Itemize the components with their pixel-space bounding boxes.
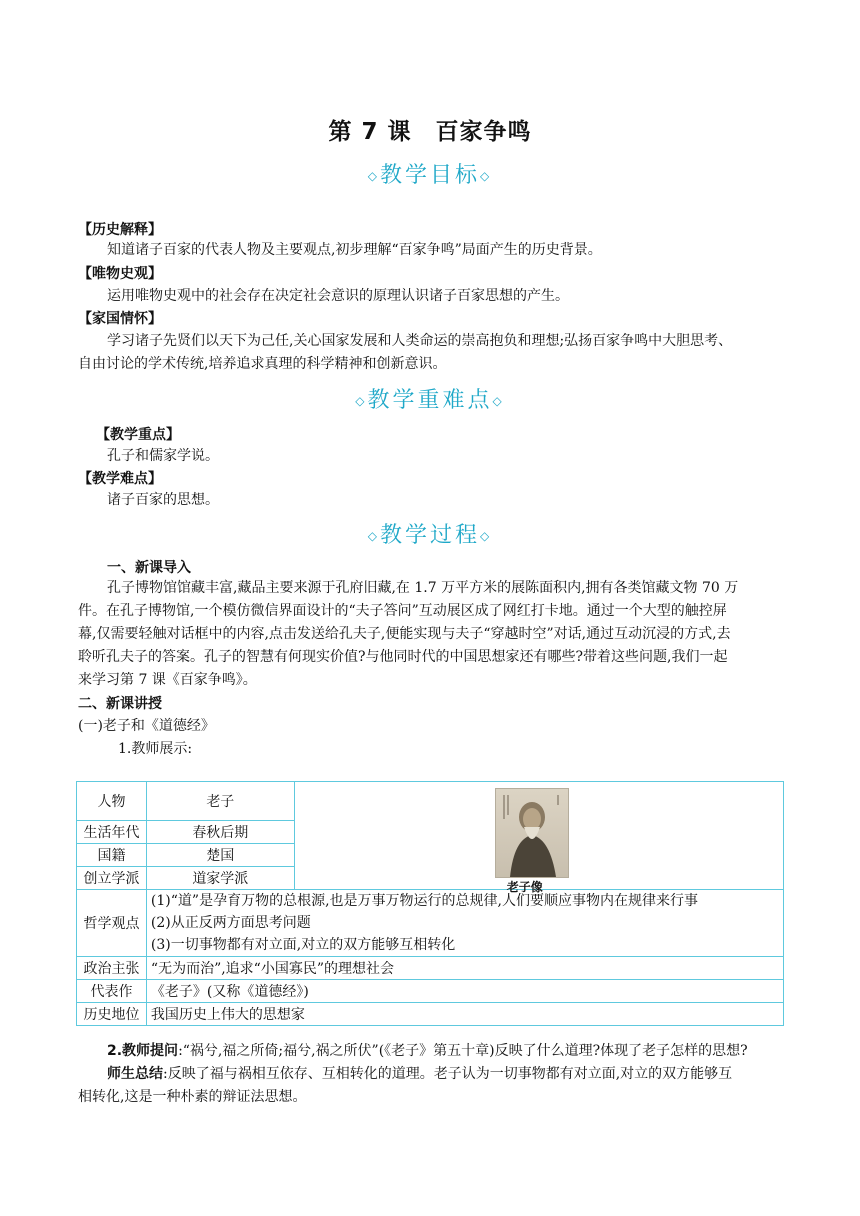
laozi-portrait-icon	[496, 789, 568, 877]
summary-text-1: :反映了福与祸相互依存、互相转化的道理。老子认为一切事物都有对立面,对立的双方能够互	[163, 1066, 733, 1082]
table-key-work: 代表作	[77, 980, 147, 1003]
objective-text-materialism: 运用唯物史观中的社会存在决定社会意识的原理认识诸子百家思想的产生。	[107, 288, 569, 304]
table-value-era: 春秋后期	[146, 821, 294, 844]
table-row	[77, 980, 784, 1003]
section-objectives-label: 教学目标	[379, 163, 480, 188]
table-key-person: 人物	[77, 782, 147, 821]
objective-text-history: 知道诸子百家的代表人物及主要观点,初步理解“百家争鸣”局面产生的历史背景。	[107, 242, 602, 258]
diamond-icon: ◇	[480, 169, 493, 183]
table-row	[77, 890, 784, 957]
difficult-label: 【教学难点】	[78, 471, 162, 487]
objective-text-patriotism-1: 学习诸子先贤们以天下为己任,关心国家发展和人类命运的崇高抱负和理想;弘扬百家争鸣中大胆思考、	[107, 333, 733, 349]
question-text: :“祸兮,福之所倚;福兮,祸之所伏”(《老子》第五十章)反映了什么道理?体现了老子怎样的思想?	[178, 1043, 748, 1059]
intro-heading: 一、新课导入	[107, 560, 191, 576]
difficult-text: 诸子百家的思想。	[107, 492, 219, 508]
objective-label-history: 【历史解释】	[78, 222, 162, 238]
table-value-person: 老子	[146, 782, 294, 821]
philosophy-item: (1)“道”是孕育万物的总根源,也是万事万物运行的总规律,人们要顺应事物内在规律来行事	[150, 893, 698, 909]
key-label: 【教学重点】	[96, 427, 180, 443]
table-value-status: 我国历史上伟大的思想家	[146, 1003, 783, 1026]
lecture-sub: (一)老子和《道德经》	[78, 718, 215, 734]
lecture-heading: 二、新课讲授	[78, 696, 162, 712]
intro-line-1: 孔子博物馆馆藏丰富,藏品主要来源于孔府旧藏,在 1.7 万平方米的展陈面积内,拥有各类馆藏文物 70 万	[107, 580, 739, 596]
section-key-points	[0, 383, 860, 414]
portrait-caption: 老子像	[506, 880, 543, 894]
diamond-icon: ◇	[480, 529, 493, 543]
teacher-question	[107, 1040, 748, 1063]
section-key-points-label: 教学重难点	[367, 388, 493, 413]
table-key-politics: 政治主张	[77, 957, 147, 980]
question-label: 2.教师提问	[107, 1043, 179, 1059]
section-process-label: 教学过程	[379, 523, 480, 548]
table-value-school: 道家学派	[146, 867, 294, 890]
intro-line-3: 幕,仅需要轻触对话框中的内容,点击发送给孔夫子,便能实现与夫子“穿越时空”对话,通过互动沉浸的方式,去	[78, 626, 731, 642]
diamond-icon: ◇	[492, 394, 505, 408]
lecture-show: 1.教师展示:	[118, 741, 193, 757]
diamond-icon: ◇	[355, 394, 368, 408]
intro-line-5: 来学习第 7 课《百家争鸣》。	[78, 672, 257, 688]
portrait-cell	[294, 782, 783, 894]
table-row	[77, 1003, 784, 1026]
objective-label-patriotism: 【家国情怀】	[78, 311, 162, 327]
table-key-school: 创立学派	[77, 867, 147, 890]
page-title: 第 7 课 百家争鸣	[328, 119, 532, 145]
diamond-icon: ◇	[367, 529, 380, 543]
table-key-state: 国籍	[77, 844, 147, 867]
philosophy-item: (2)从正反两方面思考问题	[150, 915, 311, 931]
table-value-politics: “无为而治”,追求“小国寡民”的理想社会	[146, 957, 783, 980]
laozi-table	[76, 781, 784, 1026]
table-key-philosophy: 哲学观点	[77, 890, 147, 957]
section-objectives	[0, 158, 860, 189]
section-process	[0, 518, 860, 549]
table-value-work: 《老子》(又称《道德经》)	[146, 980, 783, 1003]
intro-line-2: 件。在孔子博物馆,一个模仿微信界面设计的“夫子答问”互动展区成了网红打卡地。通过一个大型的触控屏	[78, 603, 727, 619]
summary-label: 师生总结	[107, 1066, 163, 1082]
objective-text-patriotism-2: 自由讨论的学术传统,培养追求真理的科学精神和创新意识。	[78, 356, 447, 372]
summary-line-2: 相转化,这是一种朴素的辩证法思想。	[78, 1089, 307, 1105]
table-key-era: 生活年代	[77, 821, 147, 844]
table-key-status: 历史地位	[77, 1003, 147, 1026]
table-value-state: 楚国	[146, 844, 294, 867]
intro-line-4: 聆听孔夫子的答案。孔子的智慧有何现实价值?与他同时代的中国思想家还有哪些?带着这些问题,我们一起	[78, 649, 728, 665]
table-row	[77, 957, 784, 980]
table-value-philosophy	[146, 890, 783, 957]
philosophy-item: (3)一切事物都有对立面,对立的双方能够互相转化	[150, 937, 456, 953]
objective-label-materialism: 【唯物史观】	[78, 266, 162, 282]
key-text: 孔子和儒家学说。	[107, 448, 219, 464]
table-row	[77, 782, 784, 821]
laozi-portrait-image	[495, 788, 569, 878]
summary-line-1	[107, 1063, 732, 1086]
diamond-icon: ◇	[367, 169, 380, 183]
